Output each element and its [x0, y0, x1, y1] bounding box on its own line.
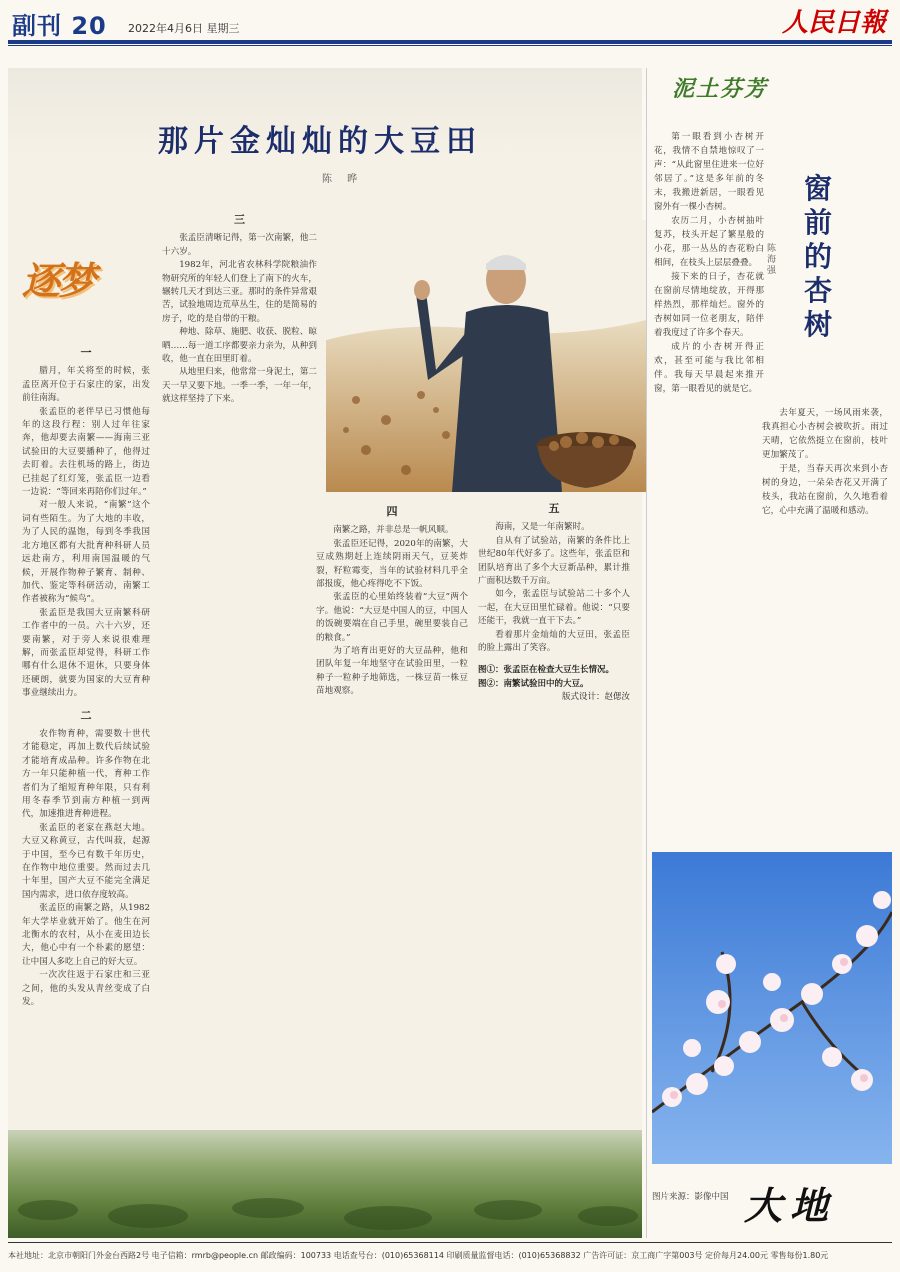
right-story-author: 陈海强: [767, 244, 777, 276]
paragraph: 张孟臣的老家在燕赵大地。大豆又称黄豆，古代叫菽，起源于中国，至今已有数千年历史，在作物中地位重要。然而过去几十年里，国产大豆不能完全满足国内需求，进口依存度较高。: [22, 822, 150, 900]
layout-editor: 版式设计：赵偲汝: [561, 692, 630, 703]
footer-rule: [8, 1242, 892, 1243]
paragraph: 去年夏天，一场风雨来袭，我真担心小杏树会被吹折。雨过天晴，它依然挺立在窗前，枝叶更加繁茂了。: [762, 408, 888, 460]
right-column-2: [762, 406, 888, 850]
apricot-blossom-photo: [652, 852, 892, 1164]
issue-date: 2022年4月6日 星期三: [128, 22, 240, 35]
article-column-3: [316, 497, 468, 1020]
paragraph: 张孟臣的心里始终装着“大豆”两个字。他说：“大豆是中国人的豆，中国人的饭碗要端在自己手里，碗里要装自己的粮食。”: [316, 592, 468, 643]
photo-caption-1: 图①：张孟臣在检查大豆生长情况。: [478, 665, 615, 676]
masthead-rule: [8, 40, 892, 44]
paragraph: 自从有了试验站，南繁的条件比上世纪80年代好多了。这些年，张孟臣和团队培育出了多个大豆新品种，累计推广面积达数千万亩。: [478, 535, 630, 587]
paragraph: 张孟臣的老伴早已习惯他每年的这段行程：别人过年往家奔，他却要去南繁——海南三亚试验田的大豆要播种了，他得过去盯着。去往机场的路上，街边已挂起了红灯笼，张孟臣一边看一边说：“等回来再陪你们过年。”: [22, 406, 150, 498]
photo-source: 图片来源：影像中国: [652, 1192, 729, 1202]
section-heading-4: 四: [386, 505, 398, 518]
main-headline: 那片金灿灿的大豆田: [158, 124, 482, 159]
paragraph: 一次次往返于石家庄和三亚之间，他的头发从青丝变成了白发。: [22, 970, 150, 1008]
paragraph: 接下来的日子，杏花就在窗前尽情地绽放，开得那样热烈，那样灿烂。窗外的杏树如同一位老朋友，陪伴着我度过了许多个春天。: [654, 272, 764, 338]
article-column-2: [162, 205, 317, 1020]
paragraph: 张孟臣还记得，2020年的南繁，大豆成熟期赶上连续阴雨天气，豆荚炸裂，籽粒霉变，当年的试验材料几乎全部报废，他心疼得吃不下饭。: [316, 538, 468, 590]
paragraph: 南繁之路，并非总是一帆风顺。: [333, 525, 454, 536]
paragraph: 第一眼看到小杏树开花，我情不自禁地惊叹了一声：“从此窗里住进来一位好邻居了。”这是多年前的冬末，我搬进新居，一眼看见窗外有一棵小杏树。: [654, 132, 764, 212]
paragraph: 为了培育出更好的大豆品种，他和团队年复一年地坚守在试验田里，一粒种子一粒种子地筛选，一株豆苗一株豆苗地观察。: [316, 646, 468, 697]
footer-info: 本社地址：北京市朝阳门外金台西路2号 电子信箱：rmrb@people.cn 邮政编码：100733 电话查号台：(010)65368114 印刷质量监督电话：(010)65368832 广告许可证：京工商广字第003号 定价每月24.00元 零售每份1.80元: [8, 1251, 829, 1260]
main-byline: 陈 晔: [322, 174, 364, 185]
column-divider: [646, 68, 647, 1238]
paragraph: 对一般人来说，“南繁”这个词有些陌生。为了大地的丰收，为了人民的温饱，每到冬季我国北方地区都有大批育种科研人员远赴南方，利用南国温暖的气候，开展作物种子繁育、制种、加代、鉴定等科研活动，南繁工作者被称为“候鸟”。: [22, 500, 150, 605]
paragraph: 张孟臣清晰记得，第一次南繁，他二十六岁。: [162, 233, 317, 257]
paragraph: 看着那片金灿灿的大豆田，张孟臣的脸上露出了笑容。: [478, 629, 630, 654]
section-heading-2: 二: [80, 708, 92, 722]
paragraph: 从地里归来，他常常一身泥土，第二天一早又要下地。一季一季，一年一年，就这样坚持了下来。: [162, 367, 317, 405]
masthead-rule-thin: [8, 45, 892, 46]
column-name: 泥土芬芳: [672, 76, 769, 102]
newspaper-logo: 人民日報: [781, 8, 886, 38]
paragraph: 成片的小杏树开得正欢，甚至可能与我比邻相伴。我每天早晨起来推开窗，第一眼看见的就是它。: [654, 342, 764, 394]
section-heading-5: 五: [548, 502, 560, 515]
art-title-zhuimeng: 逐梦: [22, 258, 95, 303]
section-logo-dadi: 大地: [744, 1183, 837, 1228]
section-heading-1: 一: [80, 346, 92, 359]
paragraph: 农历二月，小杏树抽叶复苏，枝头开起了繁星般的小花，那一丛丛的杏花粉白相间，在枝头上层层叠叠。: [654, 216, 764, 268]
paragraph: 1982年，河北省农林科学院粮油作物研究所的年轻人们登上了南下的火车，辗转几天才到达三亚。那时的条件异常艰苦，试验地周边荒草丛生，住的是简易的房子，吃的是自带的干粮。: [162, 260, 317, 324]
section-heading-3: 三: [234, 213, 245, 226]
paragraph: 海南，又是一年南繁时。: [495, 522, 590, 533]
photo-caption-2: 图②：南繁试验田中的大豆。: [478, 679, 589, 690]
soybean-field-photo: [8, 1130, 642, 1238]
paragraph: 如今，张孟臣与试验站二十多个人一起，在大豆田里忙碌着。他说：“只要还能干，我就一直干下去。”: [478, 589, 630, 627]
paragraph: 农作物育种，需要数十世代才能稳定，再加上数代后续试验才能培育成品种。许多作物在北方一年只能种植一代，育种工作者们为了缩短育种年限，只有利用冬春季节到南方种植一到两代，加速推进育种进程。: [22, 728, 150, 820]
article-column-4: [478, 494, 630, 1020]
paragraph: 张孟臣是我国大豆南繁科研工作者中的一员。六十六岁，还要南繁，对于旁人来说很难理解，而张孟臣却觉得，科研工作哪有什么退休不退休，只要身体还硬朗，就要为国家的大豆育种事业继续出力。: [22, 607, 150, 699]
article-column-1: [22, 338, 150, 1020]
scientist-photo: [326, 220, 646, 492]
paragraph: 种地、除草、施肥、收获、脱粒、晾晒……每一道工序都要亲力亲为，从种到收，他一直在田里盯着。: [162, 327, 317, 365]
paragraph: 张孟臣的南繁之路，从1982年大学毕业就开始了。他生在河北衡水的农村，从小在麦田边长大，他心中有一个朴素的愿望：让中国人多吃上自己的好大豆。: [22, 903, 150, 967]
paragraph: 腊月，年关将至的时候，张孟臣离开位于石家庄的家，出发前往南海。: [22, 366, 150, 404]
paragraph: 于是，当春天再次来到小杏树的身边，一朵朵杏花又开满了枝头，我站在窗前，久久地看着它，心中充满了温暖和感动。: [762, 464, 888, 516]
soybean-rows-icon: [8, 1130, 642, 1238]
right-column-1: [654, 130, 764, 850]
section-title: 副刊 20: [12, 12, 107, 40]
right-story-title: 窗前的杏树: [803, 172, 832, 341]
